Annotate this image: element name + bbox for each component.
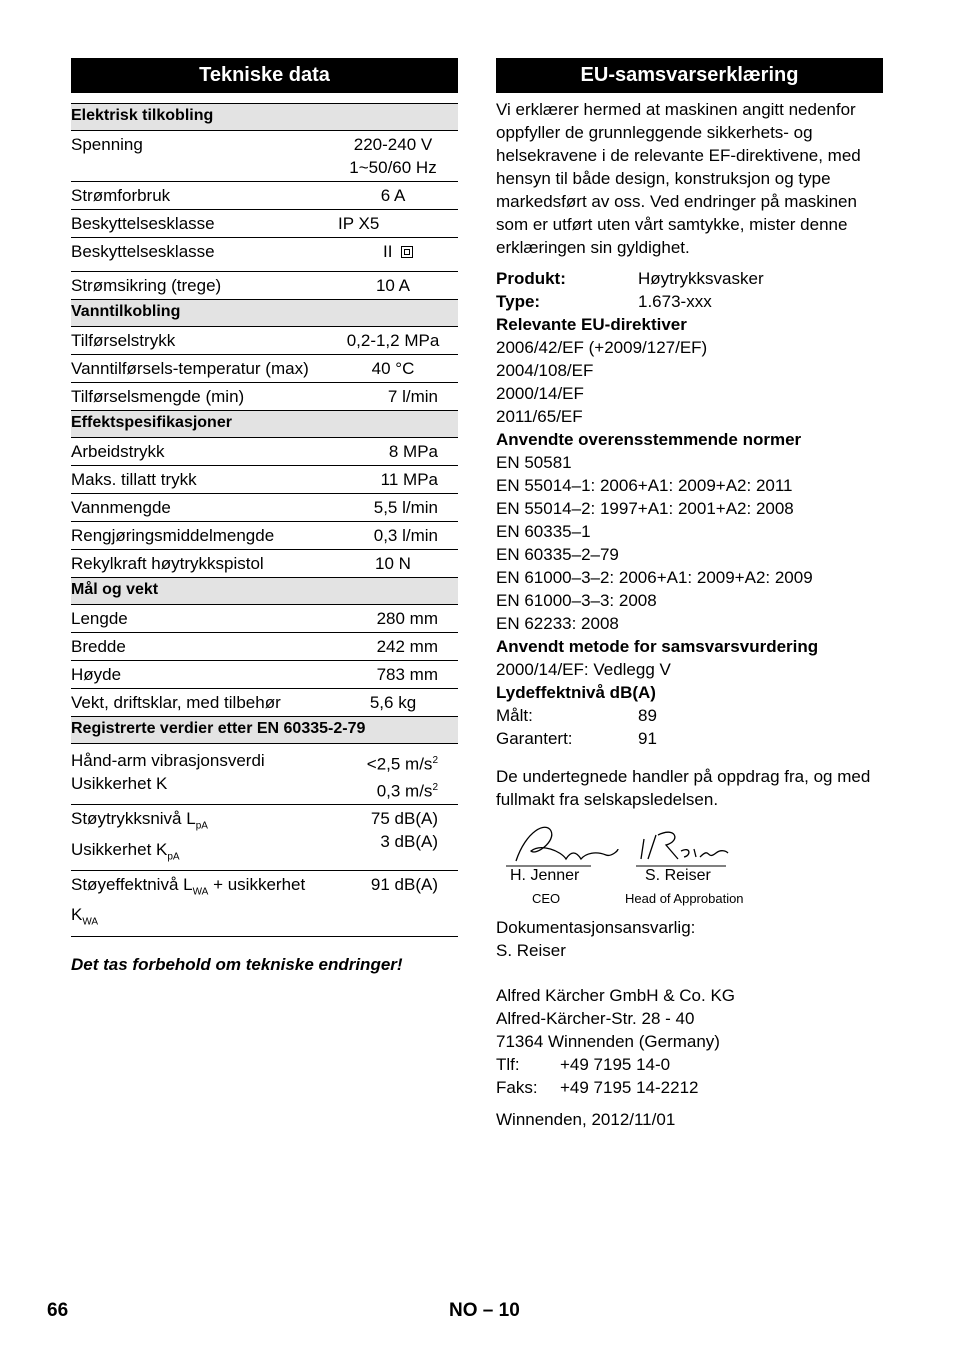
list-item: EN 55014–2: 1997+A1: 2001+A2: 2008 <box>496 499 794 518</box>
table-row: Strømforbruk 6 A <box>71 182 458 210</box>
table-row: Tilførselsmengde (min) 7 l/min <box>71 383 458 411</box>
norms-title: Anvendte overensstemmende normer <box>496 430 802 449</box>
section-water: Vanntilkobling <box>71 300 458 327</box>
table-row: Arbeidstrykk 8 MPa <box>71 438 458 466</box>
list-item: EN 62233: 2008 <box>496 614 619 633</box>
company-address: Alfred Kärcher GmbH & Co. KG Alfred-Kärcher-Str. 28 - 40 71364 Winnenden (Germany) Tlf: +49 7195 14-0 Faks: +49 7195 14-2212 <box>496 986 736 1097</box>
eu-declaration-column <box>496 58 883 1131</box>
signatures <box>496 821 883 921</box>
directives-title: Relevante EU-direktiver <box>496 315 687 334</box>
sound-title: Lydeffektnivå dB(A) <box>496 683 656 702</box>
guaranteed-line: Garantert: 91 <box>496 729 657 748</box>
section-performance: Effektspesifikasjoner <box>71 411 458 438</box>
method-title: Anvendt metode for samsvarsvurdering <box>496 637 819 656</box>
table-row: Vekt, driftsklar, med tilbehør 5,6 kg <box>71 689 458 717</box>
protection-class-symbol-icon <box>401 246 413 258</box>
doc-responsible-label: Dokumentasjonsansvarlig: <box>496 918 696 937</box>
measured-line: Målt: 89 <box>496 706 657 725</box>
page-number: 66 <box>47 1300 69 1321</box>
list-item: EN 60335–2–79 <box>496 545 619 564</box>
section-registered-values: Registrerte verdier etter EN 60335-2-79 <box>71 717 458 744</box>
list-item: EN 61000–3–3: 2008 <box>496 591 657 610</box>
table-row: Støyeffektnivå $L_{WA}$ + usikkerhet $K_{WA}$ 91 dB(A) <box>71 871 458 937</box>
list-item: 2000/14/EF <box>496 384 584 403</box>
type-line: Type: 1.673-xxx <box>496 292 712 311</box>
page-code: NO – 10 <box>449 1300 520 1321</box>
table-row: Lengde 280 mm <box>71 605 458 633</box>
product-line: Produkt: Høytrykksvasker <box>496 269 764 288</box>
signer-2-name: S. Reiser <box>645 867 711 884</box>
table-row: Høyde 783 mm <box>71 661 458 689</box>
list-item: EN 61000–3–2: 2006+A1: 2009+A2: 2009 <box>496 568 813 587</box>
section-dimensions: Mål og vekt <box>71 578 458 605</box>
method-value: 2000/14/EF: Vedlegg V <box>496 660 671 679</box>
signers-text: De undertegnede handler på oppdrag fra, og med fullmakt fra selskapsledelsen. <box>496 767 871 809</box>
signer-1-title: CEO <box>532 891 561 906</box>
table-row: Maks. tillatt trykk 11 MPa <box>71 466 458 494</box>
place-date: Winnenden, 2012/11/01 <box>496 1110 676 1129</box>
table-row: Tilførselstrykk 0,2-1,2 MPa <box>71 327 458 355</box>
table-row: Spenning 220-240 V 1~50/60 Hz <box>71 131 458 182</box>
table-row: Strømsikring (trege) 10 A <box>71 272 458 300</box>
signer-2-title: Head of Approbation <box>625 891 744 906</box>
table-row: Hånd-arm vibrasjonsverdi Usikkerhet K <2,5 $m/s^2$ 0,3 $m/s^2$ <box>71 744 458 805</box>
signature-reiser <box>636 821 731 871</box>
list-item: EN 60335–1 <box>496 522 591 541</box>
disclaimer: Det tas forbehold om tekniske endringer! <box>71 954 403 974</box>
list-item: 2006/42/EF (+2009/127/EF) <box>496 338 708 357</box>
signer-1-name: H. Jenner <box>510 867 580 884</box>
technical-data-table <box>71 103 458 937</box>
technical-data-heading: Tekniske data <box>71 58 458 93</box>
list-item: EN 50581 <box>496 453 572 472</box>
table-row: Vanntilførsels-temperatur (max) 40 °C <box>71 355 458 383</box>
declaration-intro: Vi erklærer hermed at maskinen angitt nedenfor oppfyller de grunnleggende sikkerhets- og helsekravene i de relevante EF-direktivene, med hensyn til både design, konstruksjon og type markedsført av oss. Ved endringer på maskinen som er utført uten vårt samtykke, mister denne erklæringen sin gyldighet. <box>496 100 861 257</box>
table-row: Beskyttelsesklasse II <box>71 238 458 272</box>
technical-data-column <box>71 58 458 975</box>
doc-responsible-name: S. Reiser <box>496 941 566 960</box>
list-item: 2011/65/EF <box>496 407 583 426</box>
table-row: Rengjøringsmiddelmengde 0,3 l/min <box>71 522 458 550</box>
table-row: Rekylkraft høytrykkspistol 10 N <box>71 550 458 578</box>
list-item: 2004/108/EF <box>496 361 594 380</box>
signature-jenner <box>506 821 621 871</box>
section-electrical: Elektrisk tilkobling <box>71 104 458 131</box>
table-row: Støytrykksnivå $L_{pA}$ Usikkerhet $K_{pA}$ 75 dB(A) 3 dB(A) <box>71 805 458 871</box>
table-row: Beskyttelsesklasse IP X5 <box>71 210 458 238</box>
table-row: Bredde 242 mm <box>71 633 458 661</box>
table-row: Vannmengde 5,5 l/min <box>71 494 458 522</box>
list-item: EN 55014–1: 2006+A1: 2009+A2: 2011 <box>496 476 793 495</box>
eu-declaration-heading: EU-samsvarserklæring <box>496 58 883 93</box>
